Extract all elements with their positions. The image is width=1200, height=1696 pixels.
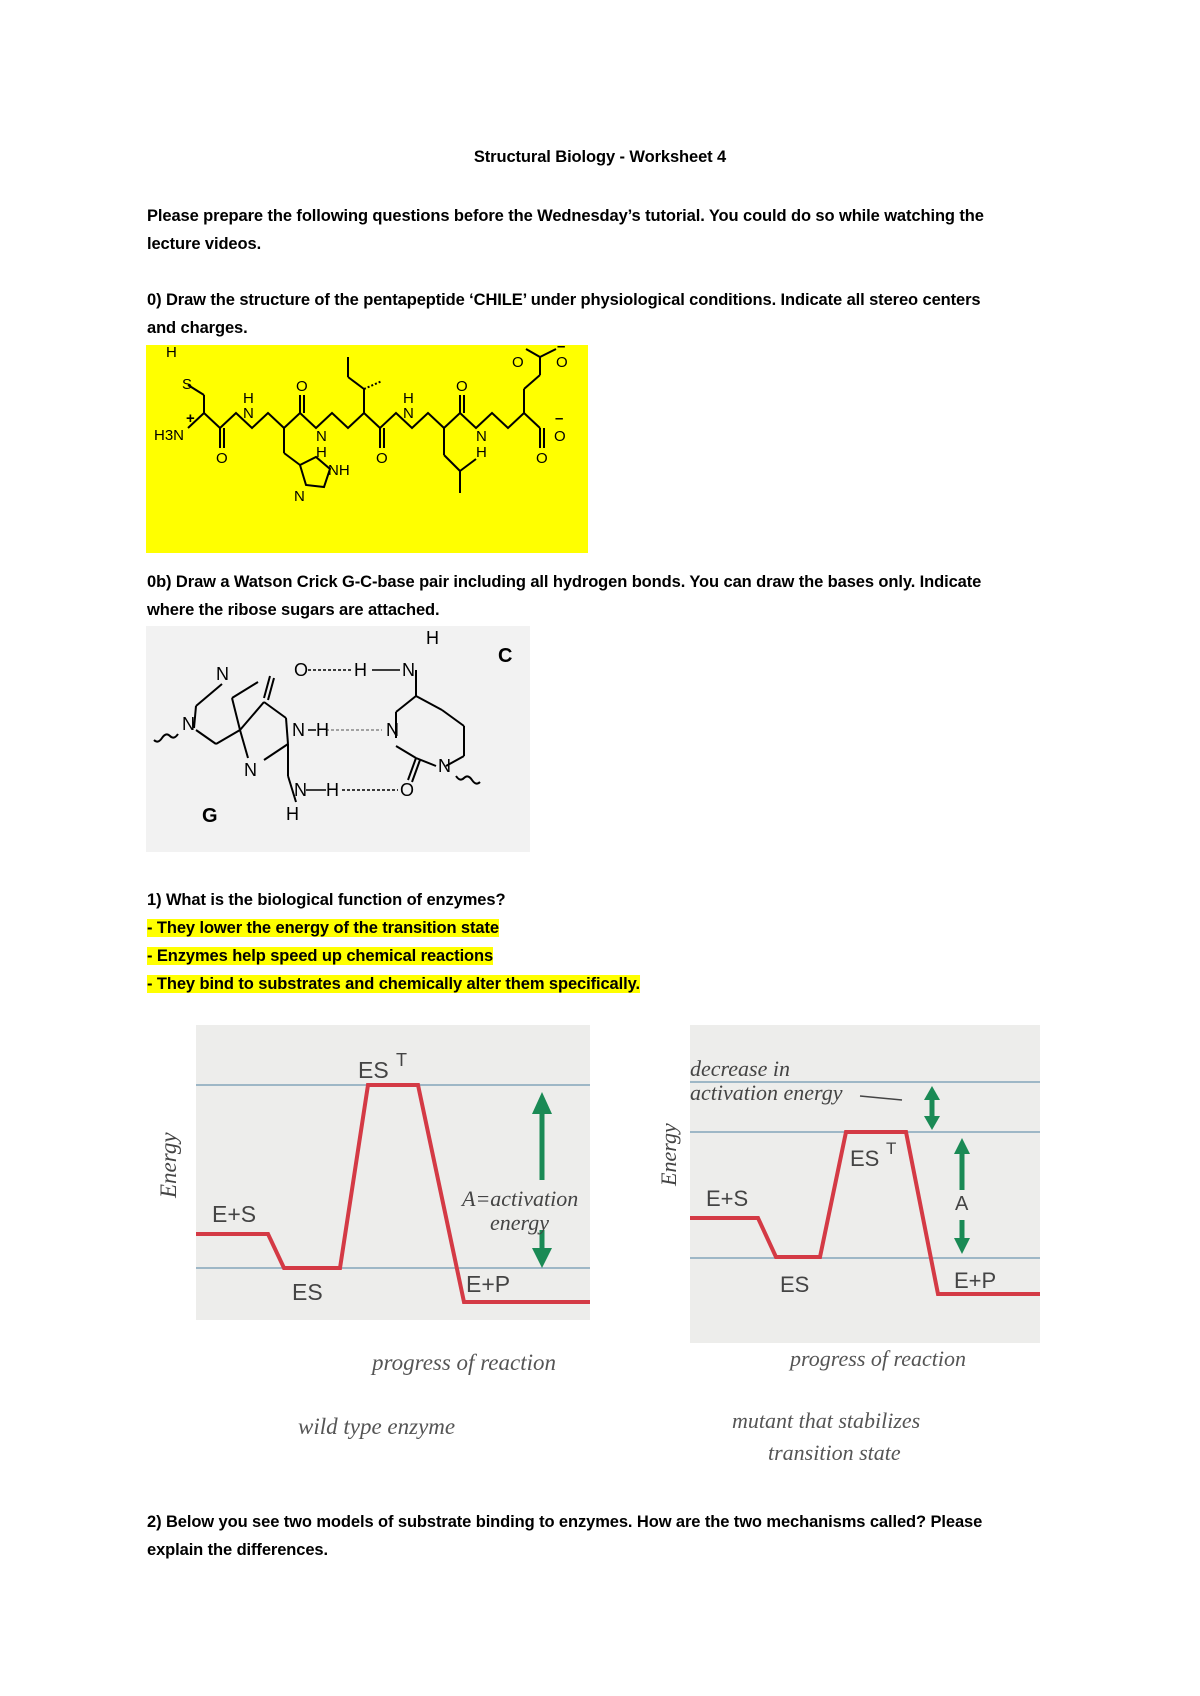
- wt-transition-sup: T: [396, 1050, 407, 1070]
- amide-h-3: H: [403, 390, 414, 407]
- pentapeptide-figure: [146, 345, 588, 553]
- amide-n-1: N: [243, 405, 254, 422]
- gc-basepair-structure: [146, 626, 530, 852]
- mutant-energy-figure: [650, 1020, 1050, 1470]
- g-n7-label: N: [216, 664, 229, 684]
- mut-caption-line-2: transition state: [768, 1440, 901, 1465]
- mut-a-label: A: [955, 1193, 969, 1215]
- c-n1-label: N: [438, 756, 451, 776]
- imidazole-n-label: N: [294, 488, 305, 505]
- c-n3-label: N: [386, 720, 399, 740]
- thiol-h-label: H: [166, 345, 177, 361]
- amide-n-3: N: [403, 405, 414, 422]
- c-o2-label: O: [400, 780, 415, 800]
- answer-2-text: - Enzymes help speed up chemical reactions: [147, 947, 494, 965]
- wt-caption: wild type enzyme: [298, 1414, 456, 1439]
- amide-h-2: H: [316, 444, 327, 461]
- wt-transition-label: ES: [358, 1057, 389, 1083]
- mut-decrease-line-2: activation energy: [690, 1080, 843, 1105]
- wildtype-energy-diagram: [146, 1020, 606, 1470]
- question-0b-line-1: 0b) Draw a Watson Crick G-C-base pair including all hydrogen bonds. You can draw the bases only. Indicate: [147, 573, 982, 591]
- amide-h-4: H: [476, 444, 487, 461]
- mut-decrease-line-1: decrease in: [690, 1056, 790, 1081]
- page-title: Structural Biology - Worksheet 4: [473, 148, 727, 166]
- side-carboxylate-charge: –: [557, 345, 566, 355]
- mutant-energy-diagram: [650, 1020, 1050, 1470]
- wt-xlabel: progress of reaction: [372, 1350, 556, 1375]
- carbonyl-o-3: O: [376, 450, 388, 467]
- wt-es-label: ES: [292, 1279, 323, 1305]
- carboxylate-charge-1: –: [555, 410, 564, 427]
- g-n3-label: N: [244, 760, 257, 780]
- answer-2: [147, 942, 493, 970]
- pentapeptide-structure: [146, 345, 588, 553]
- wt-activation-line-1: A=activation: [462, 1186, 579, 1211]
- amide-h-1: H: [243, 390, 254, 407]
- mut-es-plus-label: E+S: [706, 1186, 749, 1211]
- amide-n-4: N: [476, 428, 487, 445]
- g-o6-label: O: [294, 660, 309, 680]
- question-2-line-2: explain the differences.: [147, 1541, 328, 1559]
- c-h4-label: H: [354, 660, 367, 680]
- amine-label: H3N: [154, 427, 185, 444]
- guanine-label: G: [202, 805, 218, 827]
- wildtype-energy-figure: [146, 1020, 606, 1470]
- wt-es-plus-label: E+S: [212, 1201, 257, 1227]
- g-n1-label: N: [292, 720, 305, 740]
- mut-transition-label: ES: [850, 1146, 880, 1171]
- mut-transition-sup: T: [886, 1139, 897, 1158]
- carbonyl-o-4: O: [456, 378, 468, 395]
- wt-activation-line-2: energy: [490, 1210, 550, 1235]
- g-n9-label: N: [182, 714, 195, 734]
- g-n2-label: N: [294, 780, 307, 800]
- amine-charge: +: [186, 410, 195, 427]
- intro-line-1: Please prepare the following questions before the Wednesday’s tutorial. You could do so while watching the: [147, 207, 984, 225]
- sulfur-label: S: [182, 376, 193, 393]
- wt-ep-label: E+P: [466, 1271, 511, 1297]
- question-2-line-1: 2) Below you see two models of substrate binding to enzymes. How are the two mechanisms called? Please: [147, 1513, 983, 1531]
- c-n4-label: N: [402, 660, 415, 680]
- cytosine-label: C: [498, 645, 513, 667]
- carboxylate-o-1: O: [536, 450, 548, 467]
- gc-basepair-figure: [146, 626, 530, 852]
- carbonyl-o-2: O: [296, 378, 308, 395]
- g-h2b-label: H: [286, 804, 299, 824]
- answer-1: [147, 914, 499, 942]
- g-h1-label: H: [316, 720, 329, 740]
- question-0-line-2: and charges.: [147, 319, 248, 337]
- answer-3-text: - They bind to substrates and chemically alter them specifically.: [147, 975, 640, 993]
- g-h2-label: H: [326, 780, 339, 800]
- intro-line-2: lecture videos.: [147, 235, 262, 253]
- c-h4b-label: H: [426, 628, 439, 648]
- answer-1-text: - They lower the energy of the transition state: [147, 919, 499, 937]
- wt-ylabel: Energy: [156, 1132, 181, 1198]
- question-0-line-1: 0) Draw the structure of the pentapeptide ‘CHILE’ under physiological conditions. Indicate all stereo centers: [147, 291, 981, 309]
- side-carboxylate-o-1: O: [512, 354, 524, 371]
- carboxylate-o-2: O: [554, 428, 566, 445]
- side-carboxylate-o-2: O: [556, 354, 568, 371]
- mut-caption-line-1: mutant that stabilizes: [732, 1408, 921, 1433]
- mut-ep-label: E+P: [954, 1268, 997, 1293]
- question-0b-line-2: where the ribose sugars are attached.: [147, 601, 440, 619]
- mut-xlabel: progress of reaction: [790, 1346, 966, 1371]
- mut-es-label: ES: [780, 1272, 810, 1297]
- carbonyl-o-1: O: [216, 450, 228, 467]
- answer-3: [147, 970, 640, 998]
- imidazole-nh-label: NH: [328, 462, 350, 479]
- mut-ylabel: Energy: [656, 1123, 681, 1186]
- amide-n-2: N: [316, 428, 327, 445]
- question-1: 1) What is the biological function of enzymes?: [147, 891, 506, 909]
